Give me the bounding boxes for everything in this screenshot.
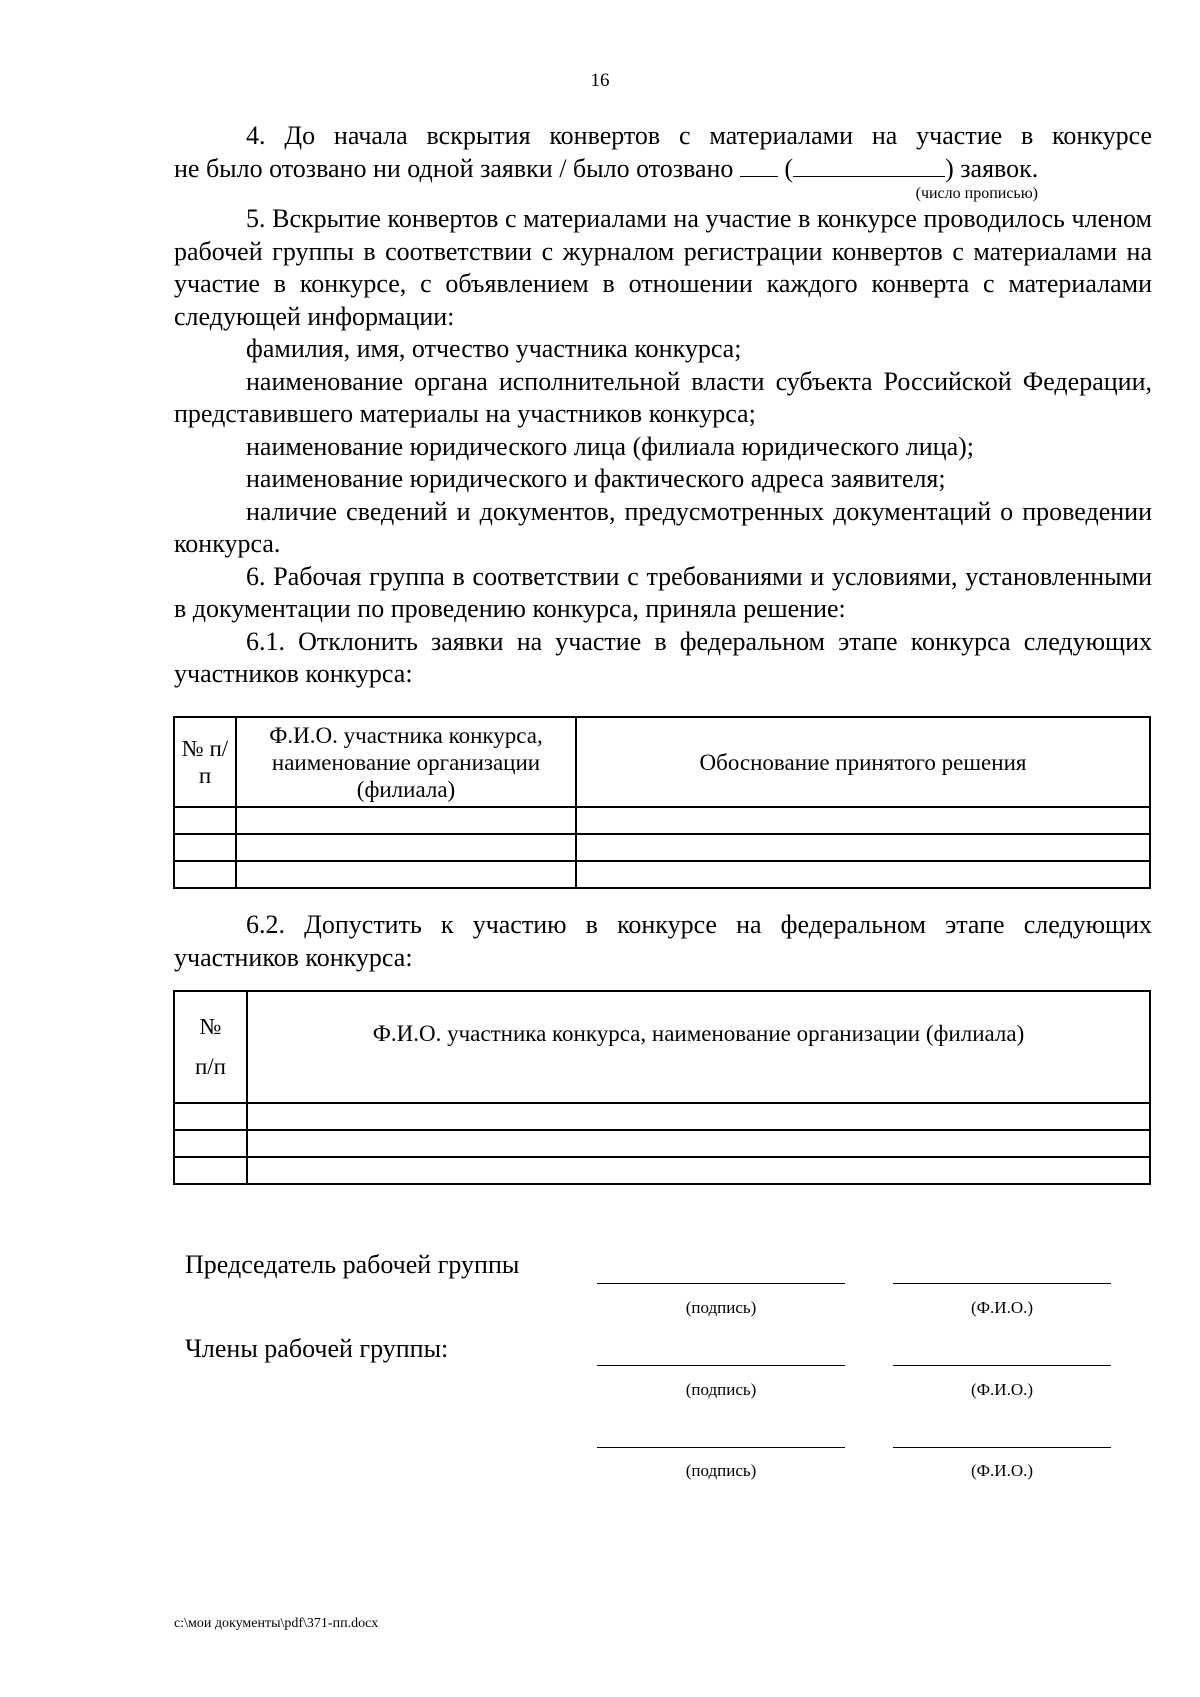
number-sign: №	[199, 1014, 222, 1039]
para-5-intro: 5. Вскрытие конвертов с материалами на участие в конкурсе проводилось членом рабочей группы в соответствии с журналом регистрации конвертов с материалами на участие в конкурсе, с объявлением в отношении каждого конверта с материалами следующей информации:	[174, 204, 1152, 331]
member-signature-line	[597, 1365, 845, 1366]
table-row	[174, 861, 1150, 888]
table-header-reason: Обоснование принятого решения	[576, 717, 1150, 807]
count-blank	[740, 154, 778, 177]
table-header-row	[174, 717, 1150, 807]
para-6-2: 6.2. Допустить к участию в конкурсе на федеральном этапе следующих участников конкурса:	[174, 910, 1152, 972]
table-row	[174, 1157, 1150, 1184]
para-6-1: 6.1. Отклонить заявки на участие в федеральном этапе конкурса следующих участников конкурса:	[174, 626, 1152, 688]
name-caption: (Ф.И.О.)	[970, 1461, 1034, 1480]
table-row	[174, 1103, 1150, 1130]
name-caption: (Ф.И.О.)	[970, 1380, 1034, 1399]
table-header-row	[174, 991, 1150, 1103]
table-row	[174, 834, 1150, 861]
table-header-number	[174, 991, 247, 1103]
para-5-item: наименование юридического и фактического адреса заявителя;	[246, 464, 946, 493]
number-abbr: п/п	[194, 1054, 226, 1079]
table-row	[174, 807, 1150, 834]
member-signature-line	[597, 1447, 845, 1448]
para-4-paren-open: (	[784, 153, 794, 183]
para-4-line1: 4. До начала вскрытия конвертов с материалами на участие в конкурсе	[246, 121, 1152, 150]
para-4-line2	[174, 153, 1152, 186]
signature-caption: (подпись)	[685, 1380, 757, 1399]
table-header-participant: Ф.И.О. участника конкурса, наименование организации (филиала)	[236, 717, 576, 807]
count-words-blank	[793, 154, 945, 177]
signature-caption: (подпись)	[685, 1461, 757, 1480]
member-name-line	[893, 1447, 1111, 1448]
chairman-signature-line	[597, 1283, 845, 1284]
members-label: Члены рабочей группы:	[185, 1334, 449, 1363]
para-4-text: не было отозвано ни одной заявки / было отозвано	[174, 153, 734, 183]
file-path-footer: c:\мои документы\pdf\371-пп.docx	[174, 1616, 379, 1631]
para-6: 6. Рабочая группа в соответствии с требованиями и условиями, установленными в документации по проведению конкурса, приняла решение:	[174, 561, 1152, 623]
admitted-participants-table	[173, 990, 1151, 1185]
document-body	[174, 120, 1152, 691]
name-caption: (Ф.И.О.)	[970, 1298, 1034, 1317]
table-header-participant: Ф.И.О. участника конкурса, наименование организации (филиала)	[247, 991, 1150, 1103]
table-row	[174, 1130, 1150, 1157]
table-header-number: № п/п	[174, 717, 236, 807]
para-4-paren-close: ) заявок.	[945, 153, 1039, 183]
para-5-item: фамилия, имя, отчество участника конкурса;	[246, 334, 742, 363]
count-caption: (число прописью)	[915, 185, 1038, 202]
para-5-item: наименование юридического лица (филиала юридического лица);	[246, 431, 974, 461]
rejected-applications-table	[173, 716, 1151, 889]
signature-caption: (подпись)	[685, 1298, 757, 1317]
member-name-line	[893, 1365, 1111, 1366]
page-number: 16	[590, 70, 610, 91]
chairman-name-line	[893, 1283, 1111, 1284]
chairman-label: Председатель рабочей группы	[185, 1250, 520, 1279]
para-5-item: наличие сведений и документов, предусмотренных документаций о проведении конкурса.	[174, 496, 1152, 558]
para-5-item: наименование органа исполнительной власти субъекта Российской Федерации, представившего материалы на участников конкурса;	[174, 366, 1152, 428]
